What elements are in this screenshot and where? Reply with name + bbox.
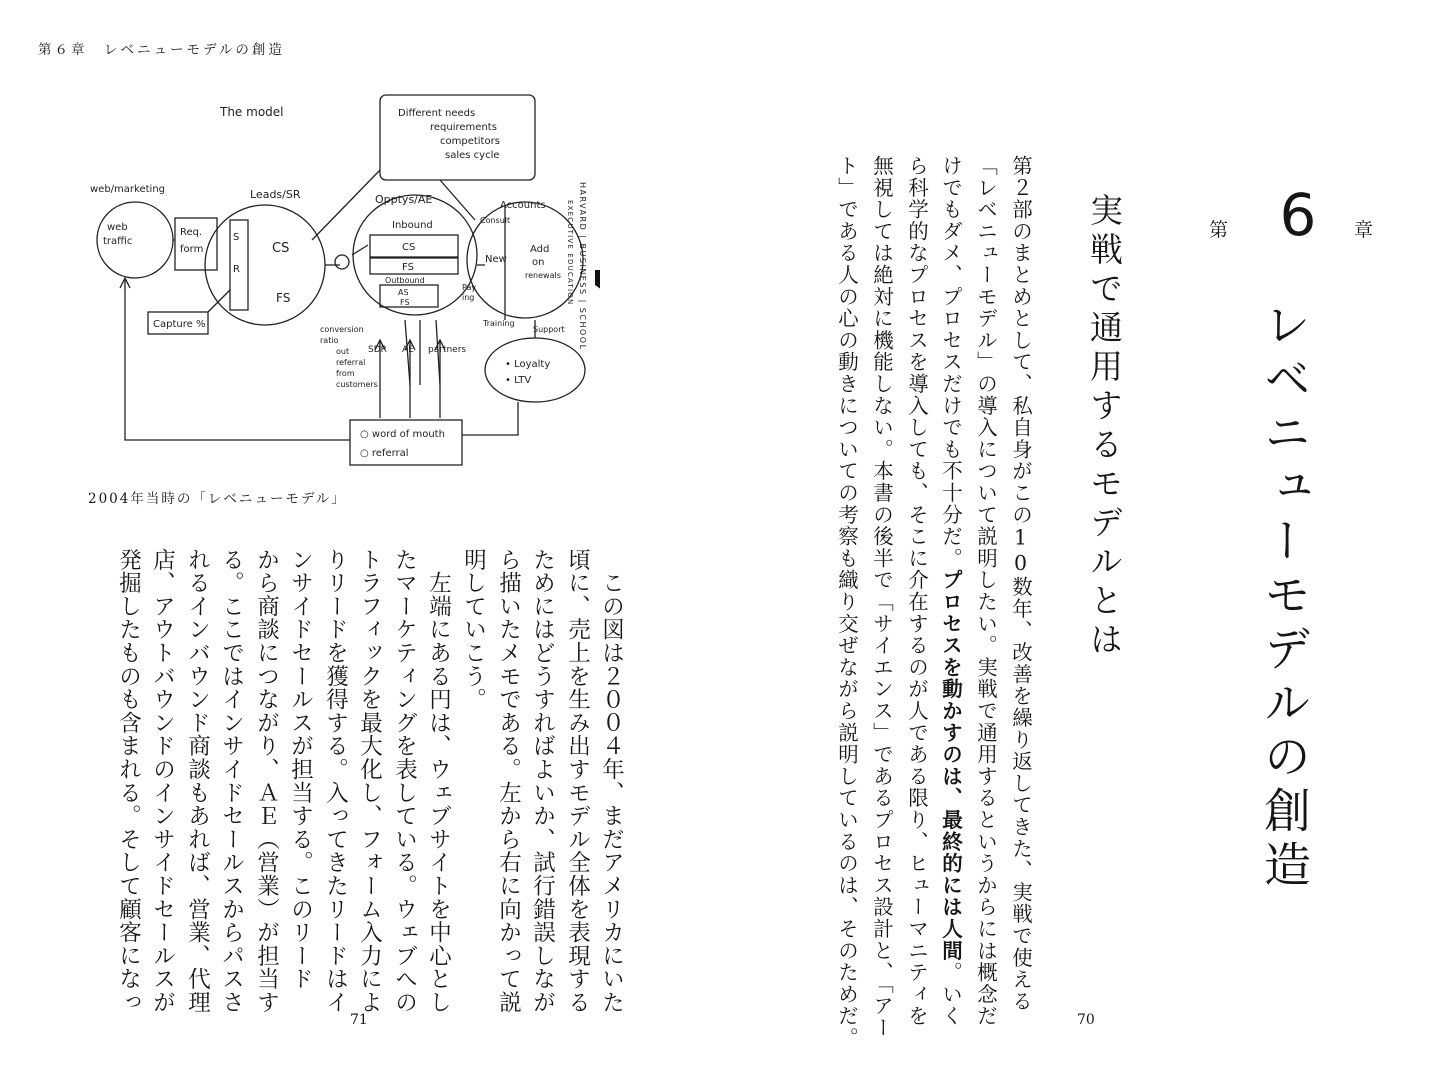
left-body-line: から商談につながり、ＡＥ（営業）が担当す bbox=[253, 548, 280, 1014]
intro-line: けでもダメ、プロセスだけでも不十分だ。プロセスを動かすのは、最終的には人間。いく bbox=[938, 155, 963, 1028]
svg-text:Inbound: Inbound bbox=[392, 220, 433, 231]
left-body-line: 左端にある円は、ウェブサイトを中心とし bbox=[425, 548, 452, 1014]
svg-text:AE: AE bbox=[402, 345, 414, 355]
svg-text:sales cycle: sales cycle bbox=[445, 150, 500, 161]
svg-text:Support: Support bbox=[533, 325, 565, 334]
svg-text:CS: CS bbox=[272, 241, 290, 256]
left-body-line: たマーケティングを表している。ウェブへの bbox=[391, 548, 418, 1014]
svg-text:renewals: renewals bbox=[525, 271, 561, 280]
svg-text:Opptys/AE: Opptys/AE bbox=[375, 193, 433, 206]
svg-text:Capture %: Capture % bbox=[153, 319, 206, 330]
svg-text:FS: FS bbox=[402, 262, 414, 273]
svg-text:S: S bbox=[233, 232, 240, 243]
intro-emphasis: プロセスを動かすのは、最終的には人間 bbox=[938, 569, 963, 962]
left-body-line: る。ここではインサイドセールスからパスさ bbox=[218, 548, 245, 1014]
svg-text:customers: customers bbox=[336, 380, 378, 389]
left-body-line: ためにはどうすればよいか、試行錯誤しなが bbox=[529, 548, 556, 1014]
svg-text:Outbound: Outbound bbox=[385, 276, 425, 285]
page-number-right: 70 bbox=[1077, 1012, 1095, 1028]
left-body-line: トラフィックを最大化し、フォーム入力によ bbox=[356, 548, 383, 1014]
running-head: 第６章 レベニューモデルの創造 bbox=[38, 42, 285, 58]
svg-text:partners: partners bbox=[428, 345, 467, 355]
svg-text:Leads/SR: Leads/SR bbox=[250, 188, 301, 201]
page-number-left: 71 bbox=[350, 1012, 368, 1028]
svg-text:○ referral: ○ referral bbox=[360, 448, 409, 459]
svg-text:Consult: Consult bbox=[480, 216, 511, 225]
svg-text:○ word of mouth: ○ word of mouth bbox=[360, 429, 445, 440]
svg-text:competitors: competitors bbox=[440, 136, 500, 147]
hbs-banner-sub: EXECUTIVE EDUCATION bbox=[566, 200, 574, 306]
svg-text:R: R bbox=[233, 264, 240, 275]
svg-text:Training: Training bbox=[483, 319, 515, 328]
intro-line: 「レベニューモデル」の導入について説明したい。実戦で通用するというからには概念だ bbox=[973, 155, 998, 1027]
figure-caption: 2004年当時の「レベニューモデル」 bbox=[88, 491, 347, 507]
left-body-line: 明していこう。 bbox=[460, 548, 487, 712]
revenue-model-sketch bbox=[80, 80, 600, 480]
svg-text:Accounts: Accounts bbox=[500, 200, 546, 211]
notes-arrow-1 bbox=[312, 170, 380, 240]
chapter-title: レベニューモデルの創造 bbox=[1256, 300, 1311, 894]
svg-text:CS: CS bbox=[402, 242, 416, 253]
left-body-line: りリードを獲得する。入ってきたリードはイ bbox=[322, 548, 349, 1014]
svg-text:• Loyalty: • Loyalty bbox=[505, 359, 551, 370]
svg-text:FS: FS bbox=[400, 298, 410, 307]
svg-text:on: on bbox=[532, 257, 545, 268]
svg-text:web/marketing: web/marketing bbox=[90, 184, 165, 195]
svg-text:Pay: Pay bbox=[462, 283, 477, 292]
hbs-banner: HARVARD | BUSINESS | SCHOOL bbox=[578, 182, 587, 351]
svg-text:form: form bbox=[180, 244, 204, 255]
hbs-shield-icon bbox=[595, 270, 600, 292]
svg-text:web: web bbox=[107, 222, 128, 233]
svg-text:New: New bbox=[485, 254, 507, 265]
left-body-line: 発掘したものも含まれる。そして顧客になっ bbox=[115, 548, 142, 1014]
svg-text:referral: referral bbox=[336, 358, 366, 367]
leads-circle bbox=[205, 205, 325, 325]
svg-text:ing: ing bbox=[462, 293, 475, 302]
left-body-line: 頃に、売上を生み出すモデル全体を表現する bbox=[564, 548, 591, 1014]
svg-text:Req.: Req. bbox=[180, 227, 203, 238]
svg-text:requirements: requirements bbox=[430, 122, 497, 133]
left-body-line: ンサイドセールスが担当する。このリード bbox=[287, 548, 314, 991]
svg-text:from: from bbox=[336, 369, 355, 378]
sketch-title: The model bbox=[220, 105, 284, 119]
intro-line: ト」である人の心の動きについての考察も織り交ぜながら説明しているのは、そのためだ。 bbox=[834, 155, 859, 1049]
intro-line: ら科学的なプロセスを導入しても、そこに介在するのが人である限り、ヒューマニティを bbox=[904, 155, 929, 1027]
section-heading: 実戦で通用するモデルとは bbox=[1085, 193, 1124, 661]
svg-text:Add: Add bbox=[530, 244, 550, 255]
small-node bbox=[335, 255, 349, 269]
intro-line: 無視しては絶対に機能しない。本書の後半で「サイエンス」であるプロセス設計と、「アー bbox=[869, 155, 894, 1039]
left-body-line: ら描いたメモである。左から右に向かって説 bbox=[495, 548, 522, 1014]
notes-arrow-2 bbox=[440, 180, 475, 220]
svg-text:ratio: ratio bbox=[320, 336, 339, 345]
svg-text:out: out bbox=[336, 347, 350, 356]
svg-text:Different needs: Different needs bbox=[398, 108, 476, 119]
left-body-line: れるインバウンド商談もあれば、営業、代理 bbox=[184, 548, 211, 1014]
chapter-label-suffix: 章 bbox=[1354, 219, 1374, 241]
left-body-line: 店、アウトバウンドのインサイドセールスが bbox=[149, 548, 176, 1014]
chapter-number: 6 bbox=[1279, 181, 1317, 249]
svg-text:conversion: conversion bbox=[320, 325, 364, 334]
left-body-line: この図は２００４年、まだアメリカにいた bbox=[598, 548, 625, 1014]
svg-text:traffic: traffic bbox=[103, 236, 133, 247]
loyalty-ellipse bbox=[485, 338, 585, 402]
svg-text:SDR: SDR bbox=[368, 345, 387, 355]
svg-text:• LTV: • LTV bbox=[505, 375, 532, 386]
feedback-loop bbox=[125, 280, 350, 440]
chapter-label: 第 bbox=[1209, 219, 1229, 241]
svg-text:FS: FS bbox=[276, 291, 291, 305]
svg-text:AS: AS bbox=[398, 288, 409, 297]
intro-line: 第２部のまとめとして、私自身がこの10数年、改善を繰り返してきた、実戦で使える bbox=[1008, 155, 1033, 1013]
